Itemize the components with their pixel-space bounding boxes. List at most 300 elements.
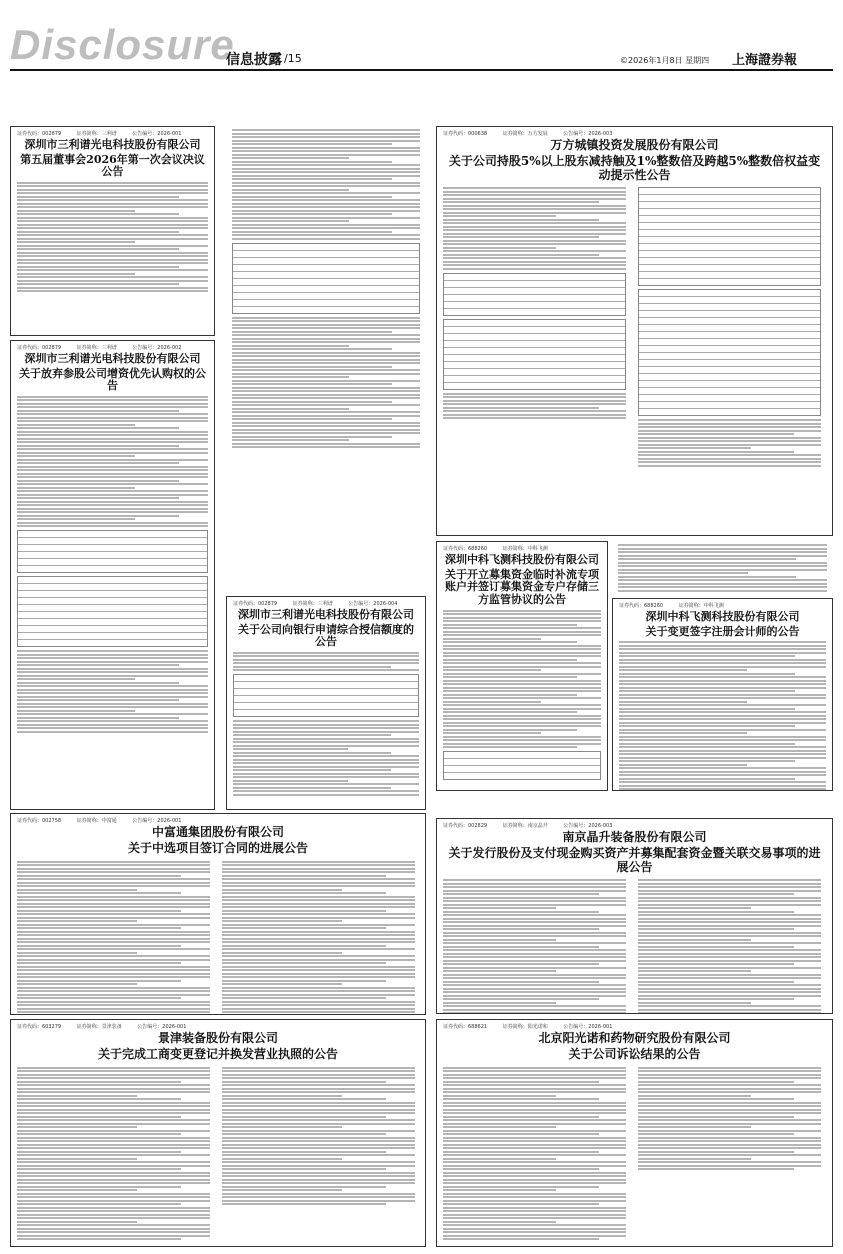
text-line xyxy=(232,154,420,156)
text-line xyxy=(233,669,419,671)
article-body xyxy=(17,1067,210,1241)
text-line xyxy=(638,977,821,979)
table-row xyxy=(18,591,207,598)
table-row xyxy=(639,395,820,402)
text-line xyxy=(443,1172,626,1174)
article-title: 第五届董事会2026年第一次会议决议公告 xyxy=(20,152,205,179)
table-row xyxy=(639,265,820,272)
text-line xyxy=(17,213,179,215)
article-body xyxy=(443,393,626,420)
table-row xyxy=(639,325,820,332)
text-line xyxy=(17,276,208,278)
article-company: 南京晶升装备股份有限公司 xyxy=(562,830,707,844)
text-line xyxy=(222,1004,415,1006)
text-line xyxy=(232,418,392,420)
text-line xyxy=(443,194,626,196)
article-body xyxy=(618,544,827,592)
table-row xyxy=(444,302,625,309)
text-line xyxy=(619,676,826,678)
text-line xyxy=(17,720,208,722)
text-line xyxy=(619,718,826,720)
text-line xyxy=(638,1161,821,1163)
section-title: 信息披露 xyxy=(226,52,282,68)
text-line xyxy=(443,1235,626,1237)
text-line xyxy=(619,785,826,787)
text-line xyxy=(222,1074,415,1076)
text-line xyxy=(17,1147,210,1149)
text-line xyxy=(17,1231,210,1233)
newspaper-name: 上海證券報 xyxy=(732,53,798,68)
table-row xyxy=(233,279,419,286)
text-line xyxy=(17,1224,210,1226)
table-row xyxy=(639,353,820,360)
text-line xyxy=(443,1140,626,1142)
text-line xyxy=(17,945,181,947)
table-row xyxy=(444,766,600,773)
text-line xyxy=(638,893,794,895)
table-row xyxy=(639,230,820,237)
text-line xyxy=(222,1008,415,1010)
text-line xyxy=(17,452,208,454)
text-line xyxy=(443,991,626,993)
text-line xyxy=(222,1119,415,1121)
article-body xyxy=(17,861,210,1015)
text-line xyxy=(222,906,415,908)
text-line xyxy=(17,1203,181,1205)
text-line xyxy=(638,1077,821,1079)
text-line xyxy=(619,641,826,643)
text-line xyxy=(17,1070,210,1072)
article-zhongfutong xyxy=(10,813,426,1015)
text-line xyxy=(443,935,626,937)
text-line xyxy=(443,715,601,717)
text-line xyxy=(222,955,415,957)
text-line xyxy=(17,522,208,524)
text-line xyxy=(17,1126,137,1128)
text-line xyxy=(232,373,420,375)
table-row xyxy=(639,360,820,367)
text-line xyxy=(443,1109,626,1111)
text-line xyxy=(232,178,392,180)
text-line xyxy=(17,1105,210,1107)
text-line xyxy=(17,994,210,996)
table-row xyxy=(639,304,820,311)
text-line xyxy=(17,685,208,687)
text-line xyxy=(222,962,386,964)
table-row xyxy=(639,195,820,202)
text-line xyxy=(17,1189,137,1191)
text-line xyxy=(17,689,208,691)
text-line xyxy=(17,217,208,219)
text-line xyxy=(222,966,415,968)
text-line xyxy=(443,1123,626,1125)
text-line xyxy=(222,871,415,873)
table-row xyxy=(639,272,820,279)
text-line xyxy=(443,1098,599,1100)
text-line xyxy=(443,1067,626,1069)
text-line xyxy=(443,704,601,706)
text-line xyxy=(222,1147,415,1149)
text-line xyxy=(443,1158,556,1160)
text-line xyxy=(619,760,795,762)
text-line xyxy=(443,694,577,696)
text-line xyxy=(443,645,601,647)
text-line xyxy=(443,701,541,703)
text-line xyxy=(232,185,420,187)
text-line xyxy=(222,1154,415,1156)
text-line xyxy=(618,565,827,567)
text-line xyxy=(17,466,208,468)
text-line xyxy=(443,219,599,221)
text-line xyxy=(232,439,349,441)
text-line xyxy=(443,191,626,193)
text-line xyxy=(443,1224,626,1226)
text-line xyxy=(443,1203,599,1205)
text-line xyxy=(17,420,208,422)
text-line xyxy=(17,1130,210,1132)
table-row xyxy=(639,244,820,251)
text-line xyxy=(443,666,601,668)
article-body xyxy=(443,187,626,270)
text-line xyxy=(443,1196,626,1198)
article-feice-continuation xyxy=(612,541,833,597)
article-codes: 证券代码：002829 证券简称：南京晶升 公告编号：2026-003 xyxy=(443,823,613,829)
text-line xyxy=(232,231,392,233)
text-line xyxy=(232,404,420,406)
text-line xyxy=(17,501,208,503)
text-line xyxy=(232,224,420,226)
article-company: 北京阳光诺和药物研究股份有限公司 xyxy=(538,1031,731,1045)
table-row xyxy=(233,272,419,279)
text-line xyxy=(232,140,420,142)
text-line xyxy=(443,932,626,934)
text-line xyxy=(17,1116,181,1118)
text-line xyxy=(443,676,577,678)
table-row xyxy=(233,265,419,272)
text-line xyxy=(222,889,342,891)
article-body xyxy=(638,1067,821,1171)
text-line xyxy=(638,454,821,456)
text-line xyxy=(17,1210,210,1212)
text-line xyxy=(222,1109,415,1111)
text-line xyxy=(619,680,826,682)
text-line xyxy=(443,652,601,654)
text-line xyxy=(443,641,577,643)
text-line xyxy=(619,708,795,710)
text-line xyxy=(619,732,747,734)
text-line xyxy=(17,966,210,968)
text-line xyxy=(618,576,796,578)
text-line xyxy=(17,283,179,285)
text-line xyxy=(232,175,420,177)
article-sanli-board xyxy=(10,126,215,336)
table-row xyxy=(444,759,600,766)
text-line xyxy=(443,212,626,214)
text-line xyxy=(233,734,391,736)
text-line xyxy=(638,1119,821,1121)
text-line xyxy=(17,224,208,226)
text-line xyxy=(222,1070,415,1072)
text-line xyxy=(17,931,210,933)
text-line xyxy=(222,973,415,975)
text-line xyxy=(222,927,386,929)
text-line xyxy=(17,203,208,205)
table-row xyxy=(639,202,820,209)
text-line xyxy=(222,1203,386,1205)
text-line xyxy=(619,764,747,766)
article-title: 关于放弃参股公司增资优先认购权的公告 xyxy=(19,366,206,393)
text-line xyxy=(233,776,419,778)
table-row xyxy=(18,626,207,633)
text-line xyxy=(638,956,821,958)
text-line xyxy=(619,750,826,752)
text-line xyxy=(443,914,626,916)
text-line xyxy=(232,352,420,354)
text-line xyxy=(17,1221,137,1223)
text-line xyxy=(443,946,599,948)
text-line xyxy=(443,1112,626,1114)
text-line xyxy=(17,713,208,715)
text-line xyxy=(17,241,135,243)
text-line xyxy=(232,168,420,170)
text-line xyxy=(443,403,626,405)
text-line xyxy=(17,1196,210,1198)
text-line xyxy=(233,762,419,764)
text-line xyxy=(638,1095,751,1097)
article-title: 关于开立募集资金临时补流专项账户并签订募集资金专户存储三方监管协议的公告 xyxy=(445,567,599,606)
text-line xyxy=(222,868,415,870)
table-row xyxy=(639,318,820,325)
text-line xyxy=(232,213,392,215)
text-line xyxy=(443,890,626,892)
table-row xyxy=(639,223,820,230)
text-line xyxy=(443,900,626,902)
text-line xyxy=(222,1151,386,1153)
text-line xyxy=(638,1067,821,1069)
article-title: 关于发行股份及支付现金购买资产并募集配套资金暨关联交易事项的进展公告 xyxy=(448,845,821,874)
article-title: 关于中选项目签订合同的进展公告 xyxy=(127,840,308,855)
article-yangguang xyxy=(436,1019,833,1247)
text-line xyxy=(638,1070,821,1072)
text-line xyxy=(638,1151,794,1153)
text-line xyxy=(443,264,626,266)
text-line xyxy=(638,914,821,916)
text-line xyxy=(443,683,601,685)
text-line xyxy=(232,227,420,229)
text-line xyxy=(443,928,599,930)
text-line xyxy=(443,254,599,256)
text-line xyxy=(17,1207,210,1209)
table-row xyxy=(639,409,820,415)
article-company: 深圳中科飞测科技股份有限公司 xyxy=(445,553,599,566)
text-line xyxy=(232,362,420,364)
text-line xyxy=(222,1137,415,1139)
text-line xyxy=(443,1137,626,1139)
text-line xyxy=(232,320,420,322)
text-line xyxy=(17,650,208,652)
text-line xyxy=(233,720,419,722)
text-line xyxy=(222,903,415,905)
text-line xyxy=(17,234,208,236)
text-line xyxy=(17,259,208,261)
text-line xyxy=(619,736,826,738)
text-line xyxy=(232,380,420,382)
text-line xyxy=(222,1186,386,1188)
table-row xyxy=(18,577,207,584)
text-line xyxy=(638,921,821,923)
text-line xyxy=(222,878,415,880)
text-line xyxy=(443,1070,626,1072)
text-line xyxy=(638,1074,821,1076)
text-line xyxy=(443,229,626,231)
text-line xyxy=(443,205,626,207)
text-line xyxy=(443,624,577,626)
text-line xyxy=(443,1091,626,1093)
text-line xyxy=(443,410,626,412)
text-line xyxy=(232,387,420,389)
text-line xyxy=(17,717,179,719)
text-line xyxy=(17,671,208,673)
text-line xyxy=(638,430,821,432)
text-line xyxy=(222,1126,342,1128)
text-line xyxy=(17,494,208,496)
text-line xyxy=(638,883,821,885)
text-line xyxy=(17,1123,210,1125)
text-line xyxy=(232,334,420,336)
text-line xyxy=(17,1217,210,1219)
text-line xyxy=(443,729,577,731)
text-line xyxy=(233,738,419,740)
text-line xyxy=(638,925,821,927)
text-line xyxy=(619,690,795,692)
article-body xyxy=(222,861,415,1015)
text-line xyxy=(638,1002,751,1004)
text-line xyxy=(232,432,420,434)
text-line xyxy=(232,355,420,357)
table-row xyxy=(18,584,207,591)
text-line xyxy=(443,893,599,895)
table-row xyxy=(639,258,820,265)
text-line xyxy=(619,683,826,685)
text-line xyxy=(17,441,208,443)
text-line xyxy=(222,924,415,926)
article-company: 中富通集团股份有限公司 xyxy=(151,825,284,839)
text-line xyxy=(232,390,420,392)
text-line xyxy=(232,203,420,205)
text-line xyxy=(619,778,795,780)
table-row xyxy=(18,612,207,619)
text-line xyxy=(17,654,208,656)
text-line xyxy=(443,250,626,252)
text-line xyxy=(233,659,419,661)
text-line xyxy=(17,1179,210,1181)
text-line xyxy=(619,788,826,790)
article-body xyxy=(233,652,419,672)
text-line xyxy=(222,892,386,894)
page-header xyxy=(0,0,843,68)
text-line xyxy=(232,238,420,240)
text-line xyxy=(443,1151,599,1153)
table-row xyxy=(639,339,820,346)
text-line xyxy=(618,586,827,588)
text-line xyxy=(232,415,420,417)
text-line xyxy=(17,899,210,901)
text-line xyxy=(17,976,210,978)
text-line xyxy=(443,953,626,955)
text-line xyxy=(232,397,420,399)
text-line xyxy=(443,208,626,210)
text-line xyxy=(638,426,821,428)
article-body xyxy=(619,641,826,791)
text-line xyxy=(222,1161,415,1163)
text-line xyxy=(17,497,179,499)
table-row xyxy=(234,675,418,682)
text-line xyxy=(222,997,386,999)
text-line xyxy=(638,465,821,467)
text-line xyxy=(17,990,210,992)
text-line xyxy=(618,569,827,571)
text-line xyxy=(232,436,392,438)
text-line xyxy=(17,469,208,471)
text-line xyxy=(443,226,626,228)
text-line xyxy=(443,396,626,398)
text-line xyxy=(17,189,208,191)
text-line xyxy=(233,662,419,664)
text-line xyxy=(233,748,348,750)
article-company: 万方城镇投资发展股份有限公司 xyxy=(550,138,719,152)
table-row xyxy=(639,188,820,195)
text-line xyxy=(17,903,210,905)
text-line xyxy=(443,897,626,899)
text-line xyxy=(443,739,601,741)
text-line xyxy=(232,129,420,131)
text-line xyxy=(17,668,208,670)
text-line xyxy=(232,217,420,219)
text-line xyxy=(638,1012,821,1014)
article-company: 深圳中科飞测科技股份有限公司 xyxy=(645,610,800,623)
article-nanjing xyxy=(436,818,833,1014)
text-line xyxy=(17,1165,210,1167)
text-line xyxy=(619,652,826,654)
text-line xyxy=(232,348,392,350)
table-row xyxy=(444,383,625,389)
text-line xyxy=(443,1144,626,1146)
text-line xyxy=(222,983,342,985)
text-line xyxy=(17,1214,210,1216)
text-line xyxy=(443,680,601,682)
text-line xyxy=(443,925,626,927)
text-line xyxy=(232,376,349,378)
text-line xyxy=(17,938,210,940)
text-line xyxy=(222,1011,415,1013)
text-line xyxy=(17,969,210,971)
text-line xyxy=(443,725,601,727)
text-line xyxy=(619,739,826,741)
text-line xyxy=(17,920,137,922)
text-line xyxy=(17,504,208,506)
text-line xyxy=(443,1005,626,1007)
text-line xyxy=(17,459,208,461)
table-row xyxy=(639,279,820,285)
text-line xyxy=(222,994,415,996)
text-line xyxy=(222,948,415,950)
article-feice-auditor xyxy=(612,598,833,791)
text-line xyxy=(443,746,577,748)
text-line xyxy=(232,210,420,212)
text-line xyxy=(232,366,392,368)
text-line xyxy=(618,555,827,557)
text-line xyxy=(443,1189,556,1191)
